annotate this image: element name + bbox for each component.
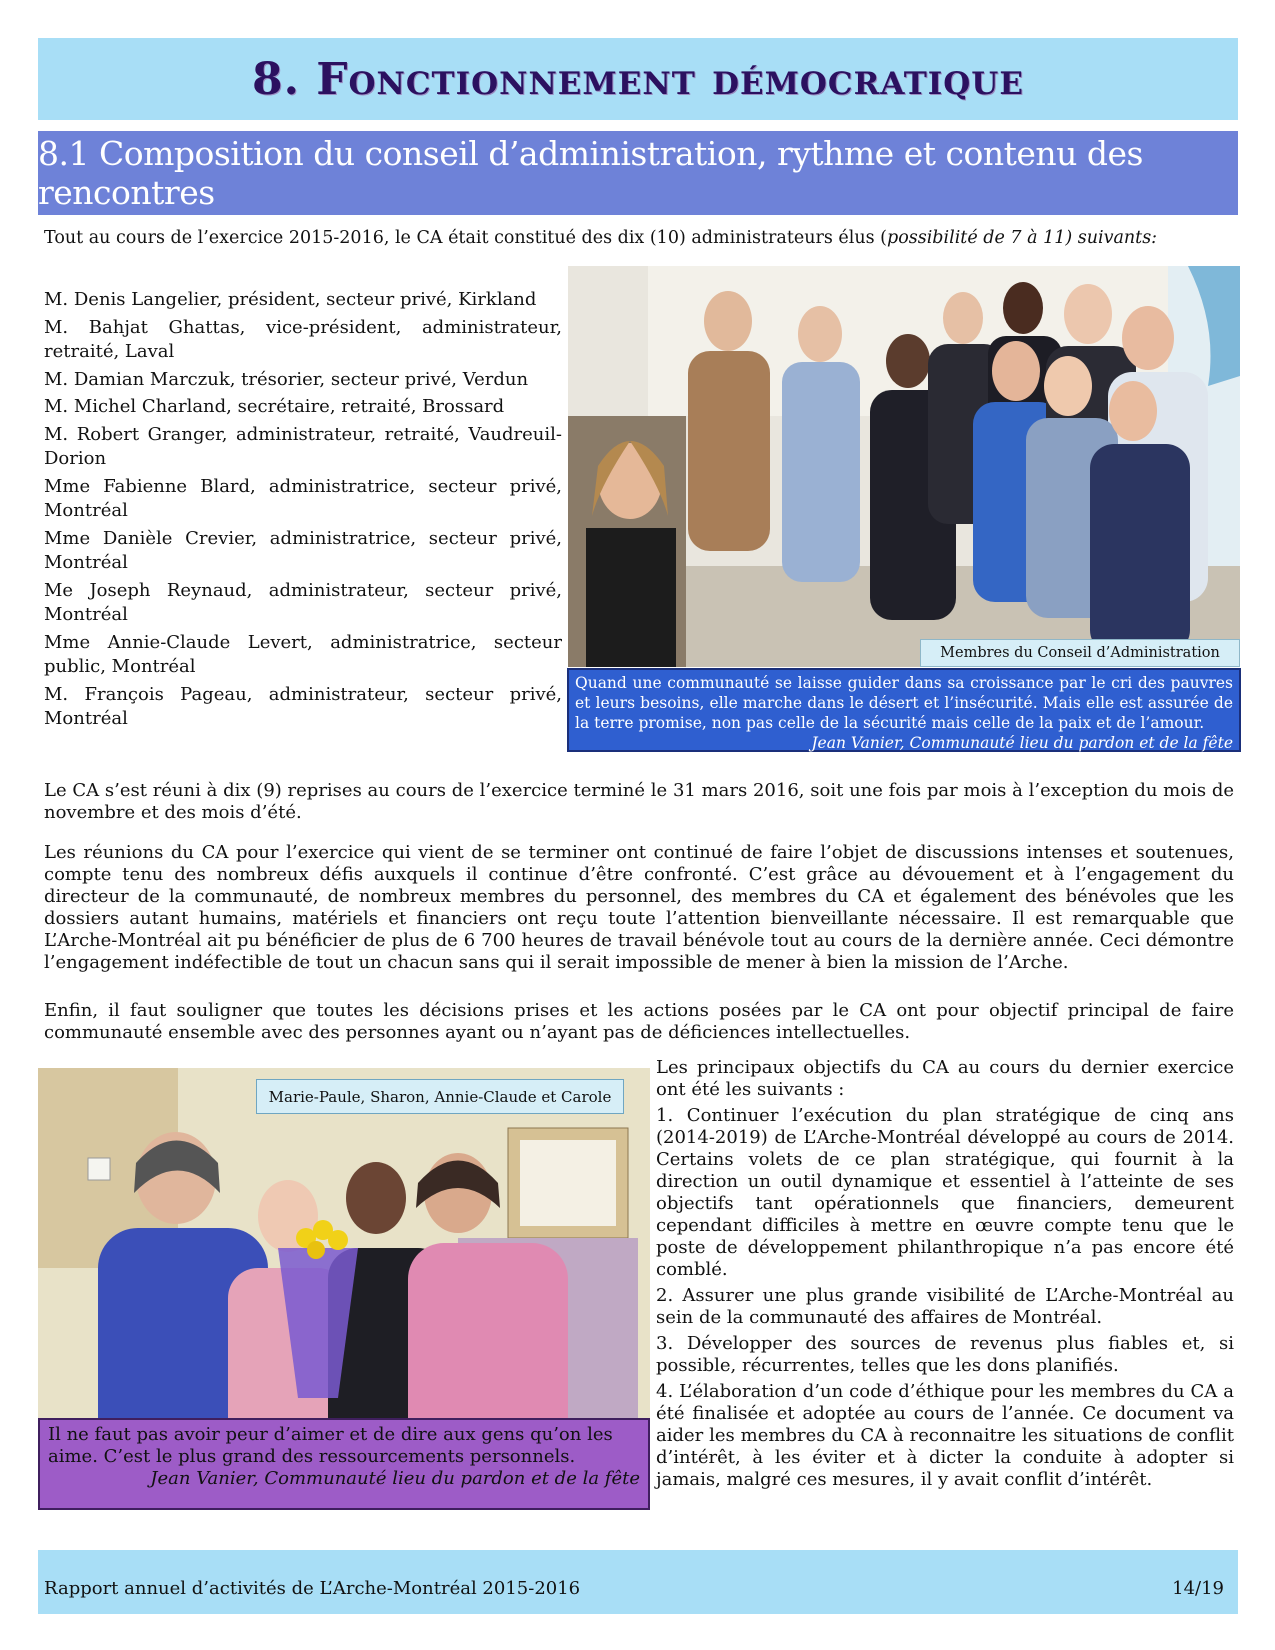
- intro-text: [44, 228, 1244, 248]
- board-members-list: [44, 288, 562, 735]
- objectives-column: [656, 1057, 1234, 1495]
- community-photo-caption: Marie-Paule, Sharon, Annie-Claude et Carole: [256, 1079, 624, 1114]
- quote-box-2: [38, 1418, 650, 1510]
- board-member: M. Michel Charland, secrétaire, retraité, Brossard: [44, 396, 505, 417]
- subsection-title-band: [38, 131, 1238, 215]
- conclusion-paragraph: Enfin, il faut souligner que toutes les décisions prises et les actions posées par le CA ont pour objectif principal de faire communauté ensemble avec des personnes ayant ou n’ayant pas de déficiences intellectuelles.: [44, 1000, 1234, 1043]
- board-member: Mme Fabienne Blard, administratrice, secteur privé, Montréal: [44, 475, 562, 521]
- section-title-band: [38, 38, 1238, 120]
- footer-report-title: Rapport annuel d’activités de L’Arche-Montréal 2015-2016: [44, 1578, 581, 1599]
- board-photo-caption: Membres du Conseil d’Administration: [920, 639, 1240, 667]
- board-member: M. François Pageau, administrateur, secteur privé, Montréal: [44, 683, 562, 729]
- quote-1-text: Quand une communauté se laisse guider dans sa croissance par le cri des pauvres et leurs besoins, elle marche dans le désert et l’insécurité. Mais elle est assurée de la terre promise, non pas celle de la sécurité mais celle de la paix et de l’amour.: [575, 674, 1233, 732]
- quote-2-attribution: Jean Vanier, Communauté lieu du pardon et de la fête: [150, 1468, 640, 1489]
- section-title: 8. Fonctionnement démocratique: [252, 53, 1024, 105]
- board-member: Mme Danièle Crevier, administratrice, secteur privé, Montréal: [44, 527, 562, 573]
- board-member: M. Damian Marczuk, trésorier, secteur privé, Verdun: [44, 368, 529, 390]
- objectives-intro: Les principaux objectifs du CA au cours du dernier exercice ont été les suivants :: [656, 1057, 1234, 1100]
- board-member: Mme Annie-Claude Levert, administratrice, secteur public, Montréal: [44, 631, 562, 677]
- intro-italic: possibilité de 7 à 11) suivants:: [887, 228, 1158, 248]
- quote-1-attribution: Jean Vanier, Communauté lieu du pardon et de la fête: [811, 734, 1233, 752]
- intro-main: Tout au cours de l’exercice 2015-2016, le CA était constitué des dix (10) administrateurs élus (: [44, 228, 888, 248]
- objective-item: 1. Continuer l’exécution du plan stratégique de cinq ans (2014-2019) de L’Arche-Montréal développé au cours de 2014. Certains volets de ce plan stratégique, qui fournit à la direction un outil dynamique et essentiel à l’atteinte de ses objectifs tant opérationnels que financiers, demeurent cependant difficiles à mettre en œuvre compte tenu que le poste de développement philanthropique n’a pas encore été comblé.: [656, 1105, 1234, 1280]
- meetings-detail-paragraph: Les réunions du CA pour l’exercice qui vient de se terminer ont continué de faire l’objet de discussions intenses et soutenues, compte tenu des nombreux défis auxquels il continue d’être confronté. C’est grâce au dévouement et à l’engagement du directeur de la communauté, de nombreux membres du personnel, des membres du CA et également des bénévoles que les dossiers autant humains, matériels et financiers ont reçu toute l’attention bienveillante nécessaire. Il est remarquable que L’Arche-Montréal ait pu bénéficier de plus de 6 700 heures de travail bénévole tout au cours de la dernière année. Ceci démontre l’engagement indéfectible de tout un chacun sans qui il serait impossible de mener à bien la mission de l’Arche.: [44, 842, 1234, 973]
- board-member: M. Bahjat Ghattas, vice-président, administrateur, retraité, Laval: [44, 316, 562, 362]
- board-member: M. Denis Langelier, président, secteur privé, Kirkland: [44, 289, 537, 310]
- board-member: M. Robert Granger, administrateur, retraité, Vaudreuil-Dorion: [44, 423, 562, 469]
- page-footer: [38, 1550, 1238, 1614]
- page-number: 14/19: [1172, 1578, 1224, 1599]
- board-group-photo: [568, 266, 1240, 667]
- subsection-title: 8.1 Composition du conseil d’administration, rythme et contenu des rencontres: [38, 134, 1143, 212]
- objective-item: 2. Assurer une plus grande visibilité de L’Arche-Montréal au sein de la communauté des affaires de Montréal.: [656, 1285, 1234, 1328]
- quote-2-text: Il ne faut pas avoir peur d’aimer et de dire aux gens qu’on les aime. C’est le plus grand des ressourcements personnels.: [48, 1424, 613, 1467]
- objective-item: 4. L’élaboration d’un code d’éthique pour les membres du CA a été finalisée et adoptée au cours de l’année. Ce document va aider les membres du CA à reconnaitre les situations de conflit d’intérêt, à les éviter et à dicter la conduite à adopter si jamais, malgré ces mesures, il y avait conflit d’intérêt.: [656, 1381, 1234, 1490]
- objective-item: 3. Développer des sources de revenus plus fiables et, si possible, récurrentes, telles que les dons planifiés.: [656, 1333, 1234, 1376]
- board-member: Me Joseph Reynaud, administrateur, secteur privé, Montréal: [44, 579, 562, 625]
- meeting-paragraph: Le CA s’est réuni à dix (9) reprises au cours de l’exercice terminé le 31 mars 2016, soit une fois par mois à l’exception du mois de novembre et des mois d’été.: [44, 780, 1234, 823]
- quote-box-1: [567, 668, 1241, 752]
